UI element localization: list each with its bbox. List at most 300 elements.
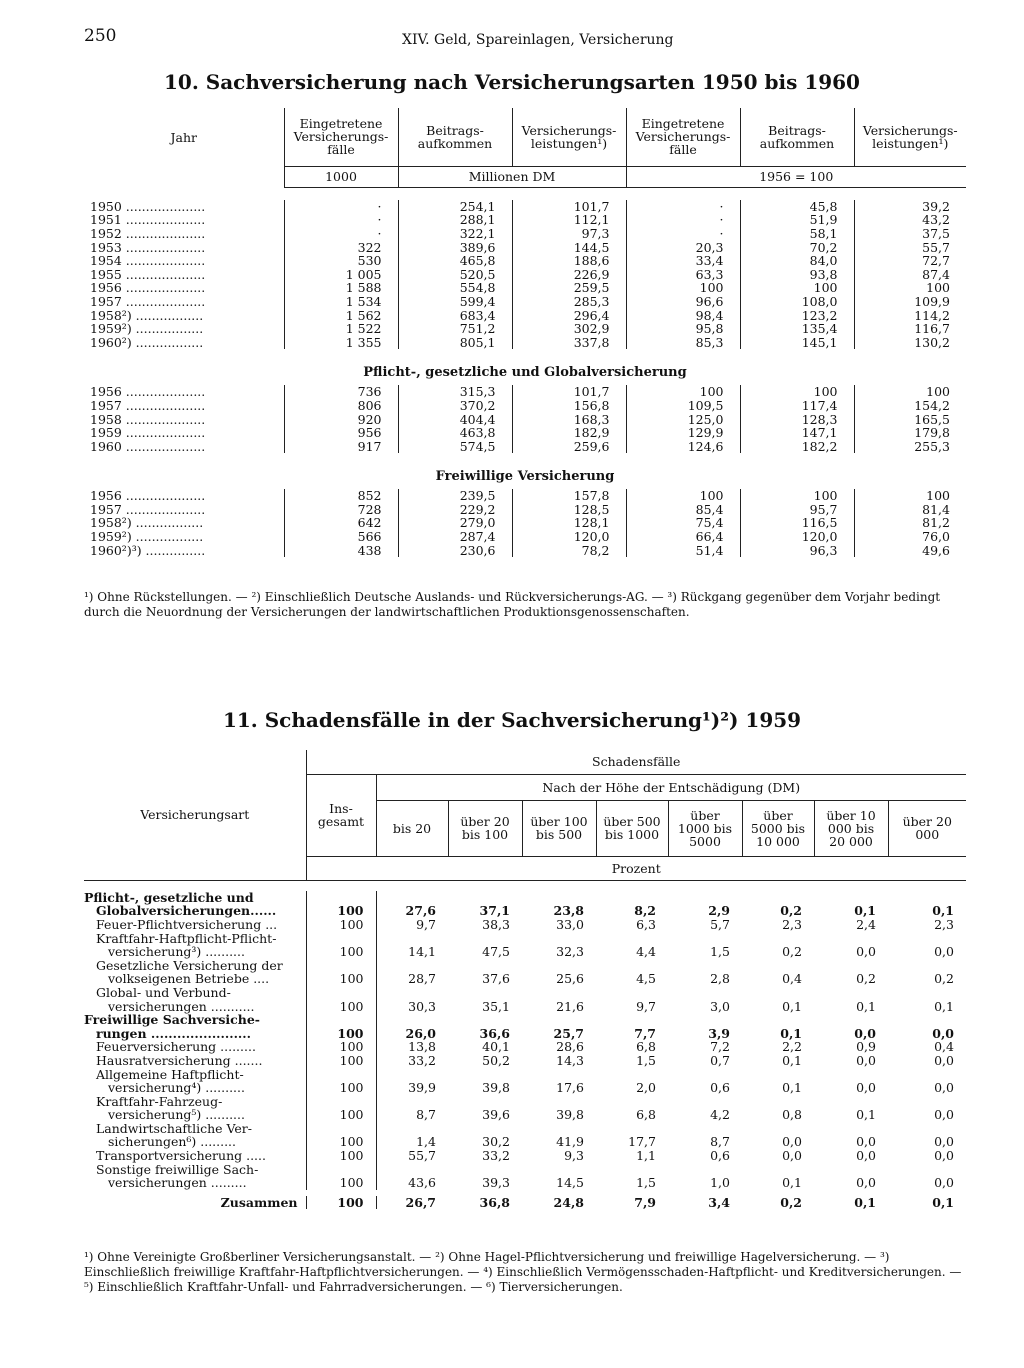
value-cell: 0,1 (854, 903, 876, 919)
index-premium-cell: 182,2 (740, 439, 854, 453)
value-cell: 2,3 (934, 916, 954, 932)
index-benefits-cell: 109,9 (914, 293, 950, 309)
value-cell: 23,8 (553, 903, 584, 919)
index-benefits-cell: 55,7 (922, 239, 950, 255)
value-cell: 100 (306, 1149, 376, 1163)
index-cases-cell: · (626, 200, 740, 214)
value-cell: 6,8 (636, 1107, 656, 1123)
value-cell: 0,7 (710, 1052, 730, 1068)
year-cell: 1951 .................... (84, 213, 284, 227)
table-row (84, 412, 966, 426)
table10-rows-voluntary (84, 489, 966, 557)
total-value-cell: 24,8 (553, 1194, 584, 1210)
index-benefits-cell: 165,5 (914, 411, 950, 427)
value-cell: 55,7 (408, 1148, 436, 1164)
col-premium: Beitrags-aufkommen (398, 108, 512, 166)
total-value-cell: 36,8 (479, 1194, 510, 1210)
value-cell: 17,7 (628, 1134, 656, 1150)
index-premium-cell: 93,8 (740, 267, 854, 281)
value-cell: 8,2 (634, 903, 656, 919)
value-cell: 0,1 (782, 998, 802, 1014)
index-premium-cell: 45,8 (740, 200, 854, 214)
year-cell: 1957 .................... (84, 399, 284, 413)
index-benefits-cell: 255,3 (914, 438, 950, 454)
value-cell: 0,1 (782, 1052, 802, 1068)
row-label: Hausratversicherung ....... (84, 1054, 306, 1068)
index-cases-cell: 20,3 (626, 240, 740, 254)
value-cell: 33,2 (408, 1052, 436, 1068)
benefits-cell: 182,9 (512, 426, 626, 440)
value-cell: 100 (306, 904, 376, 918)
year-cell: 1953 .................... (84, 240, 284, 254)
index-cases-cell: 100 (626, 385, 740, 399)
value-cell: 47,5 (482, 944, 510, 960)
table-row (84, 904, 966, 918)
index-benefits-cell: 72,7 (922, 253, 950, 269)
value-cell: 0,1 (856, 998, 876, 1014)
benefits-cell: 337,8 (512, 335, 626, 349)
index-premium-cell: 84,0 (740, 254, 854, 268)
table-row (84, 267, 966, 281)
premium-cell: 465,8 (398, 254, 512, 268)
premium-cell: 520,5 (398, 267, 512, 281)
index-cases-cell: 33,4 (626, 254, 740, 268)
value-cell: 0,0 (856, 1080, 876, 1096)
value-cell: 0,8 (782, 1107, 802, 1123)
table-row (84, 945, 966, 959)
value-cell: 100 (306, 1040, 376, 1054)
value-cell: 0,1 (782, 1175, 802, 1191)
value-cell: 36,6 (479, 1025, 510, 1041)
value-cell: 43,6 (408, 1175, 436, 1191)
value-cell: 28,7 (408, 971, 436, 987)
row-label-line1: Landwirtschaftliche Ver- (84, 1122, 306, 1136)
total-value-cell: 0,2 (780, 1194, 802, 1210)
index-premium-cell: 100 (740, 489, 854, 503)
value-cell: 33,0 (556, 916, 584, 932)
value-cell: 17,6 (556, 1080, 584, 1096)
total-value-cell: 26,7 (405, 1194, 436, 1210)
row-label-line1: Gesetzliche Versicherung der (84, 958, 306, 972)
value-cell: 0,9 (856, 1039, 876, 1055)
value-cell: 39,3 (482, 1175, 510, 1191)
row-label: Globalversicherungen...... (84, 904, 306, 918)
value-cell: 100 (306, 1026, 376, 1040)
value-cell: 100 (306, 918, 376, 932)
index-benefits-cell: 81,2 (922, 515, 950, 531)
index-benefits-cell: 114,2 (914, 307, 950, 323)
year-cell: 1956 .................... (84, 489, 284, 503)
index-cases-cell: 63,3 (626, 267, 740, 281)
value-cell: 41,9 (556, 1134, 584, 1150)
index-premium-cell: 58,1 (740, 227, 854, 241)
benefits-cell: 97,3 (512, 227, 626, 241)
index-cases-cell: 129,9 (626, 426, 740, 440)
year-cell: 1960²) ................. (84, 335, 284, 349)
table-row (84, 972, 966, 986)
premium-cell: 239,5 (398, 489, 512, 503)
value-cell: 27,6 (405, 903, 436, 919)
cases-cell: 566 (284, 530, 398, 544)
value-cell: 100 (306, 999, 376, 1013)
value-cell: 0,2 (780, 903, 802, 919)
table-row (84, 1135, 966, 1149)
value-cell: 100 (306, 1054, 376, 1068)
value-cell: 100 (306, 972, 376, 986)
cases-cell: 1 588 (284, 281, 398, 295)
premium-cell: 554,8 (398, 281, 512, 295)
value-cell: 25,6 (556, 971, 584, 987)
value-cell: 0,2 (856, 971, 876, 987)
row-label: rungen ....................... (84, 1026, 306, 1040)
cases-cell: · (284, 200, 398, 214)
value-cell: 0,6 (710, 1080, 730, 1096)
year-cell: 1958²) ................. (84, 516, 284, 530)
value-cell: 2,4 (856, 916, 876, 932)
value-cell: 100 (306, 1108, 376, 1122)
year-cell: 1955 .................... (84, 267, 284, 281)
band-header: über 5000 bis 10 000 (742, 800, 814, 856)
value-cell: 0,1 (782, 1080, 802, 1096)
index-premium-cell: 108,0 (740, 295, 854, 309)
total-value-cell: 3,4 (708, 1194, 730, 1210)
value-cell: 1,5 (636, 1052, 656, 1068)
band-header: über 100 bis 500 (522, 800, 596, 856)
cases-cell: 728 (284, 503, 398, 517)
cases-cell: 956 (284, 426, 398, 440)
row-label: Transportversicherung ..... (84, 1149, 306, 1163)
value-cell: 0,1 (932, 903, 954, 919)
value-cell: 39,6 (482, 1107, 510, 1123)
unit-1000: 1000 (284, 166, 398, 187)
value-cell: 7,2 (710, 1039, 730, 1055)
value-cell: 0,0 (856, 1134, 876, 1150)
table-row (84, 240, 966, 254)
index-cases-cell: 95,8 (626, 322, 740, 336)
index-cases-cell: 100 (626, 489, 740, 503)
value-cell: 0,0 (856, 1175, 876, 1191)
premium-cell: 389,6 (398, 240, 512, 254)
row-label-line1: Kraftfahr-Haftpflicht-Pflicht- (84, 931, 306, 945)
index-cases-cell: 85,4 (626, 503, 740, 517)
index-benefits-cell: 49,6 (922, 542, 950, 558)
table10-rows-compulsory (84, 385, 966, 453)
index-cases-cell: 75,4 (626, 516, 740, 530)
value-cell: 2,2 (782, 1039, 802, 1055)
table-row (84, 281, 966, 295)
benefits-cell: 101,7 (512, 385, 626, 399)
premium-cell: 315,3 (398, 385, 512, 399)
value-cell: 37,1 (479, 903, 510, 919)
value-cell: 0,0 (934, 1107, 954, 1123)
value-cell: 0,0 (782, 1148, 802, 1164)
index-cases-cell: 100 (626, 281, 740, 295)
year-cell: 1959 .................... (84, 426, 284, 440)
value-cell: 0,0 (934, 1175, 954, 1191)
index-cases-cell: 85,3 (626, 335, 740, 349)
page-number: 250 (84, 26, 117, 46)
value-cell: 0,0 (856, 1052, 876, 1068)
premium-cell: 279,0 (398, 516, 512, 530)
row-label-line1: Freiwillige Sachversiche- (84, 1013, 306, 1027)
table-row (84, 999, 966, 1013)
index-premium-cell: 70,2 (740, 240, 854, 254)
table-row (84, 530, 966, 544)
index-benefits-cell: 100 (926, 488, 950, 504)
value-cell: 14,3 (556, 1052, 584, 1068)
table-row (84, 543, 966, 557)
value-cell: 0,0 (856, 1148, 876, 1164)
table10 (84, 108, 966, 557)
benefits-cell: 128,1 (512, 516, 626, 530)
premium-cell: 574,5 (398, 439, 512, 453)
table-row (84, 385, 966, 399)
value-cell: 100 (306, 1081, 376, 1095)
index-cases-cell: · (626, 213, 740, 227)
value-cell: 0,0 (782, 1134, 802, 1150)
row-label: versicherungen ......... (84, 1176, 306, 1190)
value-cell: 2,0 (636, 1080, 656, 1096)
group-amount: Nach der Höhe der Entschädigung (DM) (376, 774, 966, 800)
benefits-cell: 128,5 (512, 503, 626, 517)
value-cell: 0,1 (780, 1025, 802, 1041)
unit-index: 1956 = 100 (626, 166, 966, 187)
table-row (84, 213, 966, 227)
index-benefits-cell: 179,8 (914, 425, 950, 441)
year-cell: 1954 .................... (84, 254, 284, 268)
benefits-cell: 112,1 (512, 213, 626, 227)
value-cell: 30,2 (482, 1134, 510, 1150)
row-label-line1: Sonstige freiwillige Sach- (84, 1162, 306, 1176)
value-cell: 1,4 (416, 1134, 436, 1150)
premium-cell: 230,6 (398, 543, 512, 557)
value-cell: 0,4 (782, 971, 802, 987)
value-cell: 100 (306, 1135, 376, 1149)
premium-cell: 805,1 (398, 335, 512, 349)
value-cell: 39,8 (556, 1107, 584, 1123)
premium-cell: 599,4 (398, 295, 512, 309)
cases-cell: 806 (284, 399, 398, 413)
table10-footnote: ¹) Ohne Rückstellungen. — ²) Einschließlich Deutsche Auslands- und Rückversicherungs-AG. — ³) Rückgang gegenüber dem Vorjahr bedingt durch die Neuordnung der Versicherungen der landwirtschaftlichen Produktionsgenossenschaften. (84, 590, 941, 619)
benefits-cell: 156,8 (512, 399, 626, 413)
benefits-cell: 259,6 (512, 439, 626, 453)
band-header: über 500 bis 1000 (596, 800, 668, 856)
value-cell: 0,0 (932, 1025, 954, 1041)
year-cell: 1959²) ................. (84, 530, 284, 544)
value-cell: 3,0 (710, 998, 730, 1014)
value-cell: 13,8 (408, 1039, 436, 1055)
index-premium-cell: 145,1 (740, 335, 854, 349)
index-cases-cell: 125,0 (626, 412, 740, 426)
table-row (84, 1054, 966, 1068)
table11 (84, 750, 966, 1209)
value-cell: 0,0 (854, 1025, 876, 1041)
value-cell: 100 (306, 1176, 376, 1190)
table-row (84, 1149, 966, 1163)
benefits-cell: 168,3 (512, 412, 626, 426)
total-label: Zusammen (84, 1196, 306, 1210)
unit-mdm: Millionen DM (398, 166, 626, 187)
index-premium-cell: 135,4 (740, 322, 854, 336)
value-cell: 9,7 (416, 916, 436, 932)
col-cases: Eingetretene Versicherungs-fälle (284, 108, 398, 166)
row-label: versicherung⁵) .......... (84, 1108, 306, 1122)
year-cell: 1958 .................... (84, 412, 284, 426)
table-row (84, 918, 966, 932)
row-label: versicherung³) .......... (84, 945, 306, 959)
index-benefits-cell: 116,7 (914, 321, 950, 337)
section-voluntary: Freiwillige Versicherung (435, 469, 615, 484)
value-cell: 9,7 (636, 998, 656, 1014)
index-premium-cell: 120,0 (740, 530, 854, 544)
premium-cell: 254,1 (398, 200, 512, 214)
value-cell: 32,3 (556, 944, 584, 960)
table-row (84, 1176, 966, 1190)
table-row (84, 227, 966, 241)
year-cell: 1959²) ................. (84, 322, 284, 336)
value-cell: 37,6 (482, 971, 510, 987)
value-cell: 8,7 (416, 1107, 436, 1123)
benefits-cell: 259,5 (512, 281, 626, 295)
value-cell: 7,7 (634, 1025, 656, 1041)
value-cell: 26,0 (405, 1025, 436, 1041)
index-benefits-cell: 130,2 (914, 334, 950, 350)
value-cell: 0,0 (934, 1148, 954, 1164)
year-cell: 1950 .................... (84, 200, 284, 214)
index-premium-cell: 128,3 (740, 412, 854, 426)
value-cell: 6,8 (636, 1039, 656, 1055)
table-row (84, 335, 966, 349)
value-cell: 2,8 (710, 971, 730, 987)
benefits-cell: 302,9 (512, 322, 626, 336)
value-cell: 35,1 (482, 998, 510, 1014)
table-row (84, 426, 966, 440)
value-cell: 0,0 (934, 1080, 954, 1096)
table-row (84, 1081, 966, 1095)
benefits-cell: 78,2 (512, 543, 626, 557)
cases-cell: 920 (284, 412, 398, 426)
index-benefits-cell: 43,2 (922, 212, 950, 228)
cases-cell: 1 355 (284, 335, 398, 349)
value-cell: 4,2 (710, 1107, 730, 1123)
total-value-cell: 0,1 (854, 1194, 876, 1210)
index-premium-cell: 100 (740, 385, 854, 399)
value-cell: 100 (306, 945, 376, 959)
col-index-benefits: Versicherungs-leistungen¹) (862, 122, 958, 151)
value-cell: 30,3 (408, 998, 436, 1014)
index-premium-cell: 123,2 (740, 308, 854, 322)
row-label-line1: Allgemeine Haftpflicht- (84, 1067, 306, 1081)
table11-title: 11. Schadensfälle in der Sachversicherung¹)²) 1959 (222, 708, 802, 732)
index-benefits-cell: 87,4 (922, 266, 950, 282)
table11-rows (84, 880, 966, 1209)
cases-cell: 852 (284, 489, 398, 503)
value-cell: 0,0 (934, 1052, 954, 1068)
premium-cell: 404,4 (398, 412, 512, 426)
table10-rows-total (84, 200, 966, 350)
year-cell: 1956 .................... (84, 281, 284, 295)
col-index-cases: Eingetretene Versicherungs-fälle (626, 108, 740, 166)
cases-cell: · (284, 213, 398, 227)
index-premium-cell: 117,4 (740, 399, 854, 413)
value-cell: 2,9 (708, 903, 730, 919)
value-cell: 0,2 (782, 944, 802, 960)
index-benefits-cell: 37,5 (922, 225, 950, 241)
value-cell: 0,0 (934, 944, 954, 960)
value-cell: 4,4 (636, 944, 656, 960)
row-label: Feuer-Pflichtversicherung ... (84, 918, 306, 932)
year-cell: 1957 .................... (84, 295, 284, 309)
index-benefits-cell: 100 (926, 280, 950, 296)
value-cell: 4,5 (636, 971, 656, 987)
index-premium-cell: 96,3 (740, 543, 854, 557)
benefits-cell: 226,9 (512, 267, 626, 281)
table-row (84, 308, 966, 322)
index-premium-cell: 51,9 (740, 213, 854, 227)
index-benefits-cell: 100 (926, 384, 950, 400)
table-row (84, 399, 966, 413)
premium-cell: 683,4 (398, 308, 512, 322)
band-header: bis 20 (376, 800, 448, 856)
table-row (84, 200, 966, 214)
value-cell: 0,2 (934, 971, 954, 987)
value-cell: 1,1 (636, 1148, 656, 1164)
value-cell: 2,3 (782, 916, 802, 932)
index-cases-cell: 98,4 (626, 308, 740, 322)
section-compulsory: Pflicht-, gesetzliche und Globalversicherung (363, 365, 687, 381)
year-cell: 1960²)³) ............... (84, 543, 284, 557)
value-cell: 25,7 (553, 1025, 584, 1041)
index-premium-cell: 100 (740, 281, 854, 295)
premium-cell: 288,1 (398, 213, 512, 227)
value-cell: 1,0 (710, 1175, 730, 1191)
value-cell: 0,1 (856, 1107, 876, 1123)
unit-percent: Prozent (306, 856, 966, 880)
row-label-line1: Global- und Verbund- (84, 986, 306, 1000)
cases-cell: 642 (284, 516, 398, 530)
col-type: Versicherungsart (84, 750, 306, 880)
value-cell: 38,3 (482, 916, 510, 932)
benefits-cell: 285,3 (512, 295, 626, 309)
total-value-cell: 0,1 (932, 1194, 954, 1210)
cases-cell: 917 (284, 439, 398, 453)
index-cases-cell: 96,6 (626, 295, 740, 309)
index-benefits-cell: 81,4 (922, 501, 950, 517)
year-cell: 1960 .................... (84, 439, 284, 453)
benefits-cell: 188,6 (512, 254, 626, 268)
band-header: über 10 000 bis 20 000 (814, 800, 888, 856)
col-index-premium: Beitrags-aufkommen (740, 108, 854, 166)
index-cases-cell: 109,5 (626, 399, 740, 413)
total-row (84, 1196, 966, 1210)
value-cell: 9,3 (564, 1148, 584, 1164)
cases-cell: 1 562 (284, 308, 398, 322)
cases-cell: · (284, 227, 398, 241)
row-label: sicherungen⁶) ......... (84, 1135, 306, 1149)
benefits-cell: 296,4 (512, 308, 626, 322)
col-benefits: Versicherungs-leistungen¹) (512, 108, 626, 166)
row-label: Feuerversicherung ......... (84, 1040, 306, 1054)
value-cell: 1,5 (710, 944, 730, 960)
premium-cell: 287,4 (398, 530, 512, 544)
year-cell: 1957 .................... (84, 503, 284, 517)
cases-cell: 1 534 (284, 295, 398, 309)
cases-cell: 736 (284, 385, 398, 399)
index-benefits-cell: 154,2 (914, 397, 950, 413)
table-row (84, 322, 966, 336)
index-benefits-cell: 76,0 (922, 529, 950, 545)
value-cell: 6,3 (636, 916, 656, 932)
